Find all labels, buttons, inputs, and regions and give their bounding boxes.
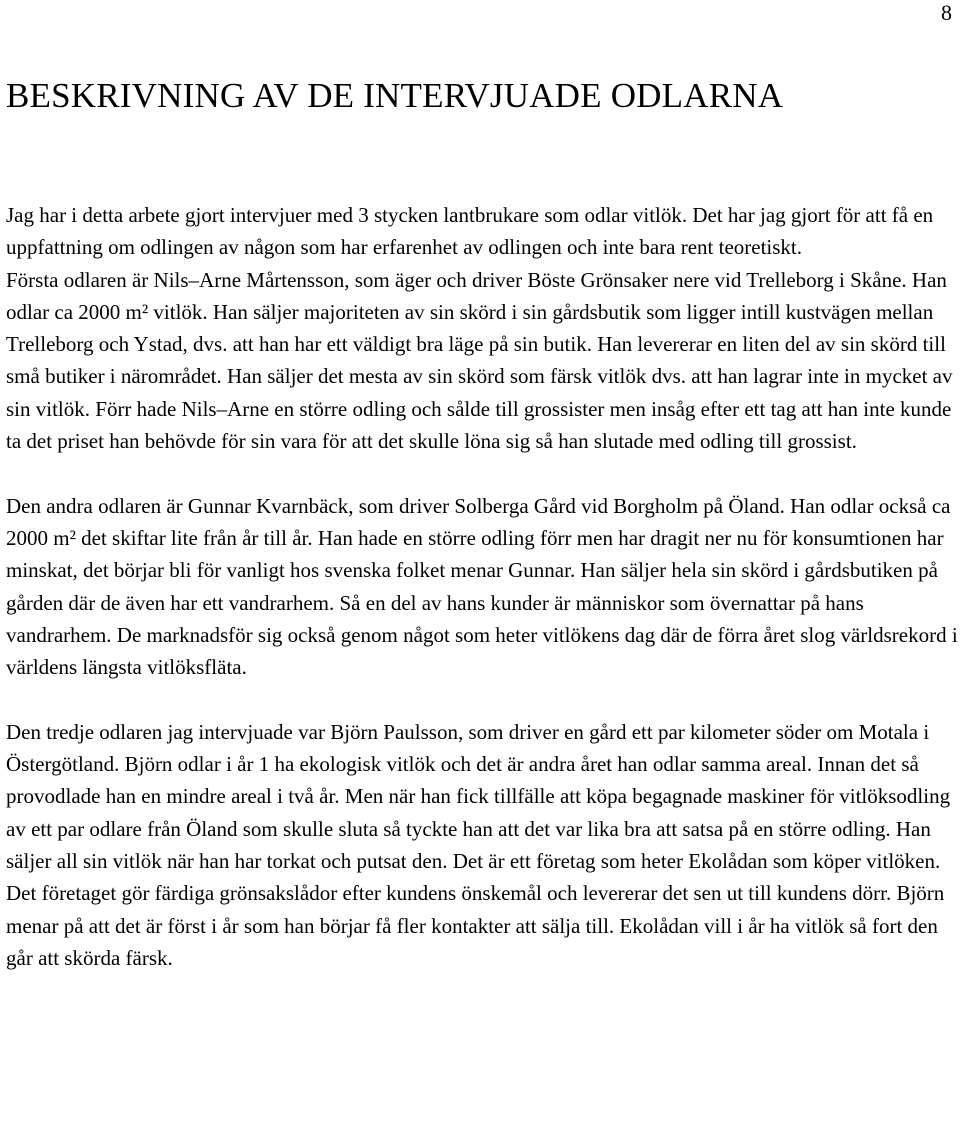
paragraph-intro: Jag har i detta arbete gjort intervjuer med 3 stycken lantbrukare som odlar vitlök. Det har jag gjort för att få en uppfattning om odlingen av någon som har erfarenhet av odlingen och inte bara rent teoretiskt. xyxy=(6,203,934,260)
paragraph-third-farmer: Den tredje odlaren jag intervjuade var Björn Paulsson, som driver en gård ett par kilometer söder om Motala i Östergötland. Björn odlar i år 1 ha ekologisk vitlök och det är andra året han odlar samma areal. Innan det så provodlade han en mindre areal i två år. Men när han fick tillfälle att köpa begagnade maskiner för vitlöksodling av ett par odlare från Öland som skulle sluta så tyckte han att det var lika bra att satsa på en större odling. Han säljer all sin vitlök när han har torkat och putsat den. Det är ett företag som heter Ekolådan som köper vitlöken. Det företaget gör färdiga grönsakslådor efter kundens önskemål och levererar det sen ut till kundens dörr. Björn menar på att det är först i år som han börjar få fler kontakter att sälja till. Ekolådan vill i år ha vitlök så fort den går att skörda färsk. xyxy=(6,719,951,970)
page-number: 8 xyxy=(941,0,952,25)
document-body xyxy=(6,199,958,974)
paragraph-first-farmer: Första odlaren är Nils–Arne Mårtensson, som äger och driver Böste Grönsaker nere vid Trelleborg i Skåne. Han odlar ca 2000 m² vitlök. Han säljer majoriteten av sin skörd i sin gårdsbutik som ligger intill kustvägen mellan Trelleborg och Ystad, dvs. att han har ett väldigt bra läge på sin butik. Han levererar en liten del av sin skörd till små butiker i närområdet. Han säljer det mesta av sin skörd som färsk vitlök dvs. att han lagrar inte in mycket av sin vitlök. Förr hade Nils–Arne en större odling och sålde till grossister men insåg efter ett tag att han inte kunde ta det priset han behövde för sin vara för att det skulle löna sig så han slutade med odling till grossist. xyxy=(6,267,953,454)
paragraph-second-farmer: Den andra odlaren är Gunnar Kvarnbäck, som driver Solberga Gård vid Borgholm på Öland. Han odlar också ca 2000 m² det skiftar lite från år till år. Han hade en större odling förr men har dragit ner nu för konsumtionen har minskat, det börjar bli för vanligt hos svenska folket menar Gunnar. Han säljer hela sin skörd i gårdsbutiken på gården där de även har ett vandrarhem. Så en del av hans kunder är människor som övernattar på hans vandrarhem. De marknadsför sig också genom något som heter vitlökens dag där de förra året slog världsrekord i världens längsta vitlöksfläta. xyxy=(6,493,958,680)
paragraph-spacer xyxy=(6,683,958,715)
paragraph-spacer xyxy=(6,457,958,489)
paragraph-intro-and-first-farmer xyxy=(6,199,958,457)
page-title: BESKRIVNING AV DE INTERVJUADE ODLARNA xyxy=(6,76,784,115)
